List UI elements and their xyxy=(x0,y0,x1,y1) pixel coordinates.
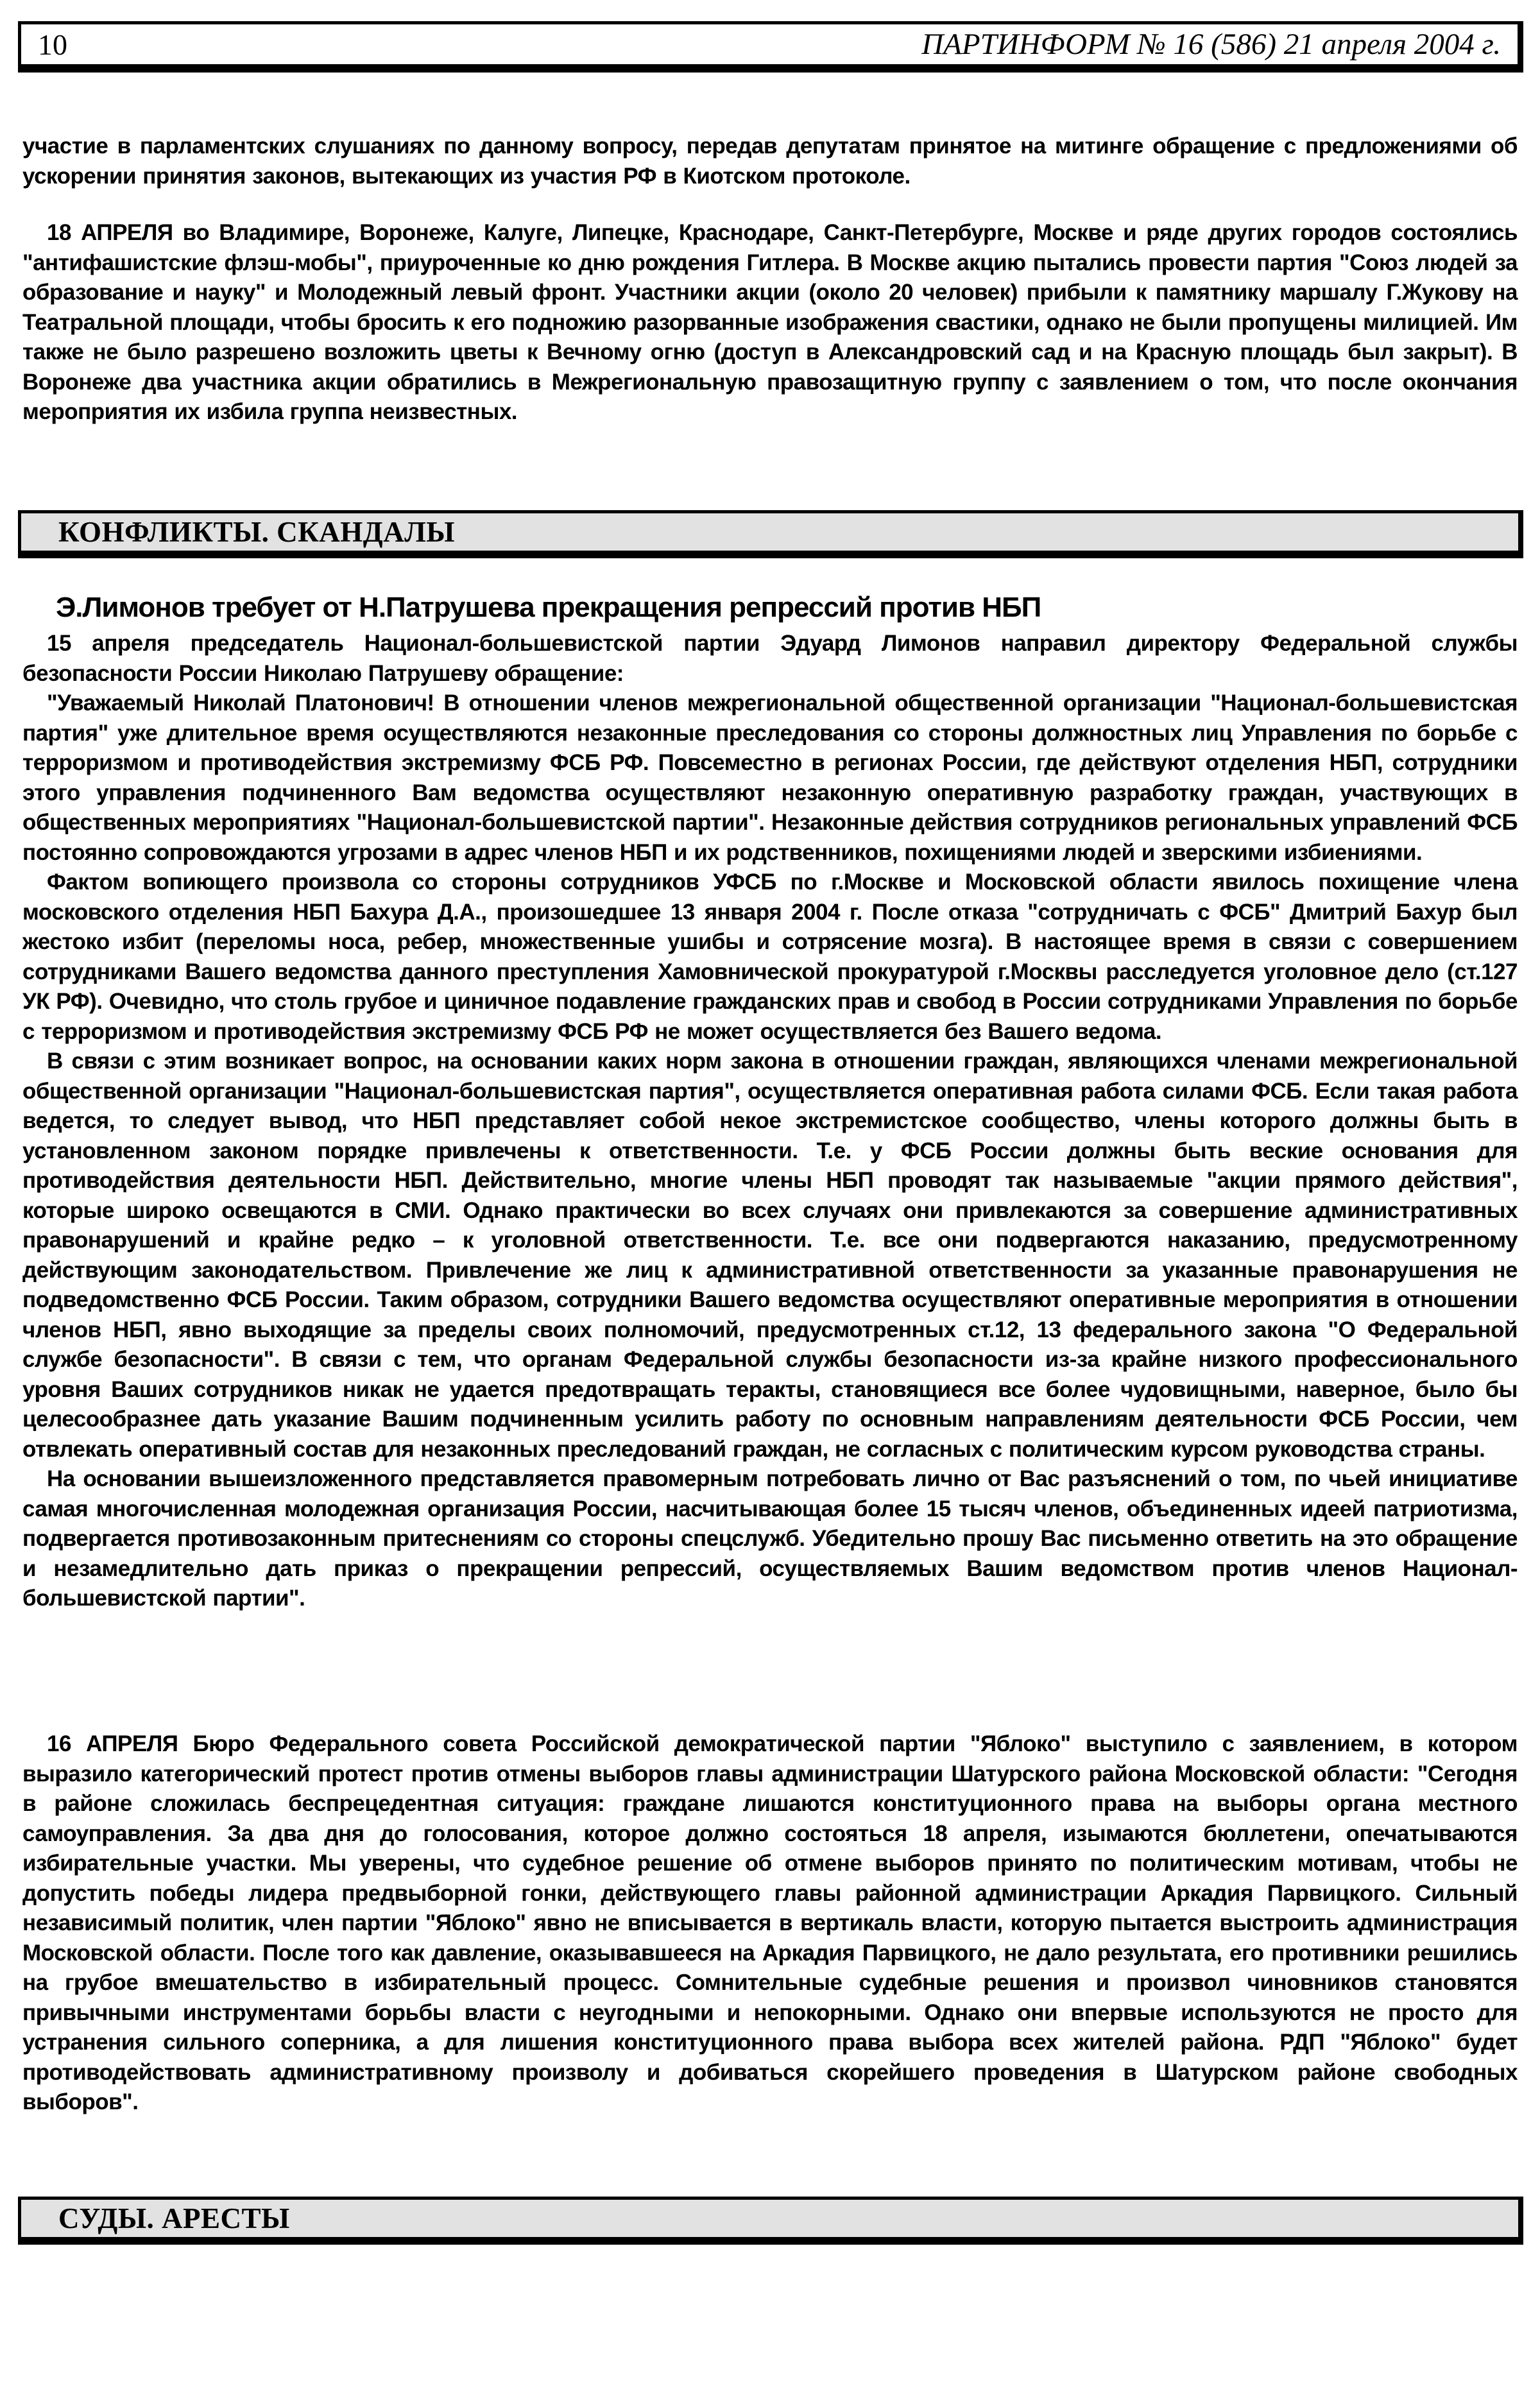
letter-paragraph: Фактом вопиющего произвола со стороны сотрудников УФСБ по г.Москве и Московской области явилось похищение члена московского отделения НБП Бахура Д.А., произошедшее 13 января 2004 г. После отказа "сотрудничать с ФСБ" Дмитрий Бахур был жестоко избит (переломы носа, ребер, множественные ушибы и сотрясение мозга). В настоящее время в связи с совершением сотрудниками Вашего ведомства данного преступления Хамовнической прокуратурой г.Москвы расследуется уголовное дело (ст.127 УК РФ). Очевидно, что столь грубое и циничное подавление гражданских прав и свобод в России сотрудниками Управления по борьбе с терроризмом и противодействия экстремизму ФСБ РФ не может осуществляется без Вашего ведома. xyxy=(22,870,1518,1044)
article-body xyxy=(22,629,1518,1614)
article-lead: 15 апреля председатель Национал-большевистской партии Эдуард Лимонов направил директору Федеральной службы безопасности России Николаю Патрушеву обращение: xyxy=(22,631,1518,686)
issue-title: ПАРТИНФОРМ № 16 (586) 21 апреля 2004 г. xyxy=(921,28,1501,61)
letter-paragraph: На основании вышеизложенного представляется правомерным потребовать лично от Вас разъяснений о том, по чьей инициативе самая многочисленная молодежная организация России, насчитывающая более 15 тысяч членов, объединенных идеей патриотизма, подвергается противозаконным притеснениям со стороны спецслужб. Убедительно прошу Вас письменно ответить на это обращение и незамедлительно дать приказ о прекращении репрессий, осуществляемых Вашим ведомством против членов Национал-большевистской партии". xyxy=(22,1466,1518,1611)
intro-paragraph-continuation: участие в парламентских слушаниях по данному вопросу, передав депутатам принятое на митинге обращение с предложениями об ускорении принятия законов, вытекающих из участия РФ в Киотском протоколе. xyxy=(22,133,1518,189)
masthead-box xyxy=(18,21,1523,73)
article-title: Э.Лимонов требует от Н.Патрушева прекращения репрессий против НБП xyxy=(56,592,1041,623)
letter-paragraph: "Уважаемый Николай Платонович! В отношении членов межрегиональной общественной организации "Национал-большевистская партия" уже длительное время осуществляются незаконные преследования со стороны должностных лиц Управления по борьбе с терроризмом и противодействия экстремизму ФСБ РФ. Повсеместно в регионах России, где действуют отделения НБП, сотрудники этого управления подчиненного Вам ведомства осуществляют незаконную оперативную разработку граждан, участвующих в общественных мероприятиях "Национал-большевистской партии". Незаконные действия сотрудников региональных управлений ФСБ постоянно сопровождаются угрозами в адрес членов НБП и их родственников, похищениями людей и зверскими избиениями. xyxy=(22,690,1518,865)
section-header-conflicts-scandals xyxy=(18,510,1523,558)
section-header-courts-arrests xyxy=(18,2197,1523,2245)
news-item-18-april: 18 АПРЕЛЯ во Владимире, Воронеже, Калуге, Липецке, Краснодаре, Санкт-Петербурге, Москве и ряде других городов состоялись "антифашистские флэш-мобы", приуроченные ко дню рождения Гитлера. В Москве акцию пытались провести партия "Союз людей за образование и науку" и Молодежный левый фронт. Участники акции (около 20 человек) прибыли к памятнику маршалу Г.Жукову на Театральной площади, чтобы бросить к его подножию разорванные изображения свастики, однако не были пропущены милицией. Им также не было разрешено возложить цветы к Вечному огню (доступ в Александровский сад и на Красную площадь был закрыт). В Воронеже два участника акции обратились в Межрегиональную правозащитную группу с заявлением о том, что после окончания мероприятия их избила группа неизвестных. xyxy=(22,220,1518,424)
page-number: 10 xyxy=(38,28,67,61)
section-title: СУДЫ. АРЕСТЫ xyxy=(58,2202,290,2234)
section-title: КОНФЛИКТЫ. СКАНДАЛЫ xyxy=(58,516,455,548)
news-item-16-april: 16 АПРЕЛЯ Бюро Федерального совета Российской демократической партии "Яблоко" выступило с заявлением, в котором выразило категорический протест против отмены выборов главы администрации Шатурского района Московской области: "Сегодня в районе сложилась беспрецедентная ситуация: граждане лишаются конституционного права на выборы органа местного самоуправления. За два дня до голосования, которое должно состояться 18 апреля, изымаются бюллетени, опечатываются избирательные участки. Мы уверены, что судебное решение об отмене выборов принято по политическим мотивам, чтобы не допустить победы лидера предвыборной гонки, действующего главы районной администрации Аркадия Парвицкого. Сильный независимый политик, член партии "Яблоко" явно не вписывается в вертикаль власти, которую пытается выстроить администрация Московской области. После того как давление, оказывавшееся на Аркадия Парвицкого, не дало результата, его противники решились на грубое вмешательство в избирательный процесс. Сомнительные судебные решения и произвол чиновников становятся привычными инструментами борьбы власти с неугодными и непокорными. Однако они впервые используются не просто для устранения сильного соперника, а для лишения конституционного права выбора всех жителей района. РДП "Яблоко" будет противодействовать административному произволу и добиваться скорейшего проведения в Шатурском районе свободных выборов". xyxy=(22,1731,1518,2114)
letter-paragraph: В связи с этим возникает вопрос, на основании каких норм закона в отношении граждан, являющихся членами межрегиональной общественной организации "Национал-большевистская партия", осуществляется оперативная работа силами ФСБ. Если такая работа ведется, то следует вывод, что НБП представляет собой некое экстремистское сообщество, члены которого должны быть в установленном законом порядке привлечены к ответственности. Т.е. у ФСБ России должны быть веские основания для противодействия деятельности НБП. Действительно, многие члены НБП проводят так называемые "акции прямого действия", которые широко освещаются в СМИ. Однако практически во всех случаях они привлекаются за совершение административных правонарушений и крайне редко – к уголовной ответственности. Т.е. все они подвергаются наказанию, предусмотренному действующим законодательством. Привлечение же лиц к административной ответственности за указанные правонарушения не подведомственно ФСБ России. Таким образом, сотрудники Вашего ведомства осуществляют оперативные мероприятия в отношении членов НБП, явно выходящие за пределы своих полномочий, предусмотренных ст.12, 13 федерального закона "О Федеральной службе безопасности". В связи с тем, что органам Федеральной службы безопасности из-за крайне низкого профессионального уровня Ваших сотрудников никак не удается предотвращать теракты, становящиеся все более чудовищными, наверное, было бы целесообразнее дать указание Вашим подчиненным усилить работу по основным направлениям деятельности ФСБ России, чем отвлекать оперативный состав для незаконных преследований граждан, не согласных с политическим курсом руководства страны. xyxy=(22,1049,1518,1462)
